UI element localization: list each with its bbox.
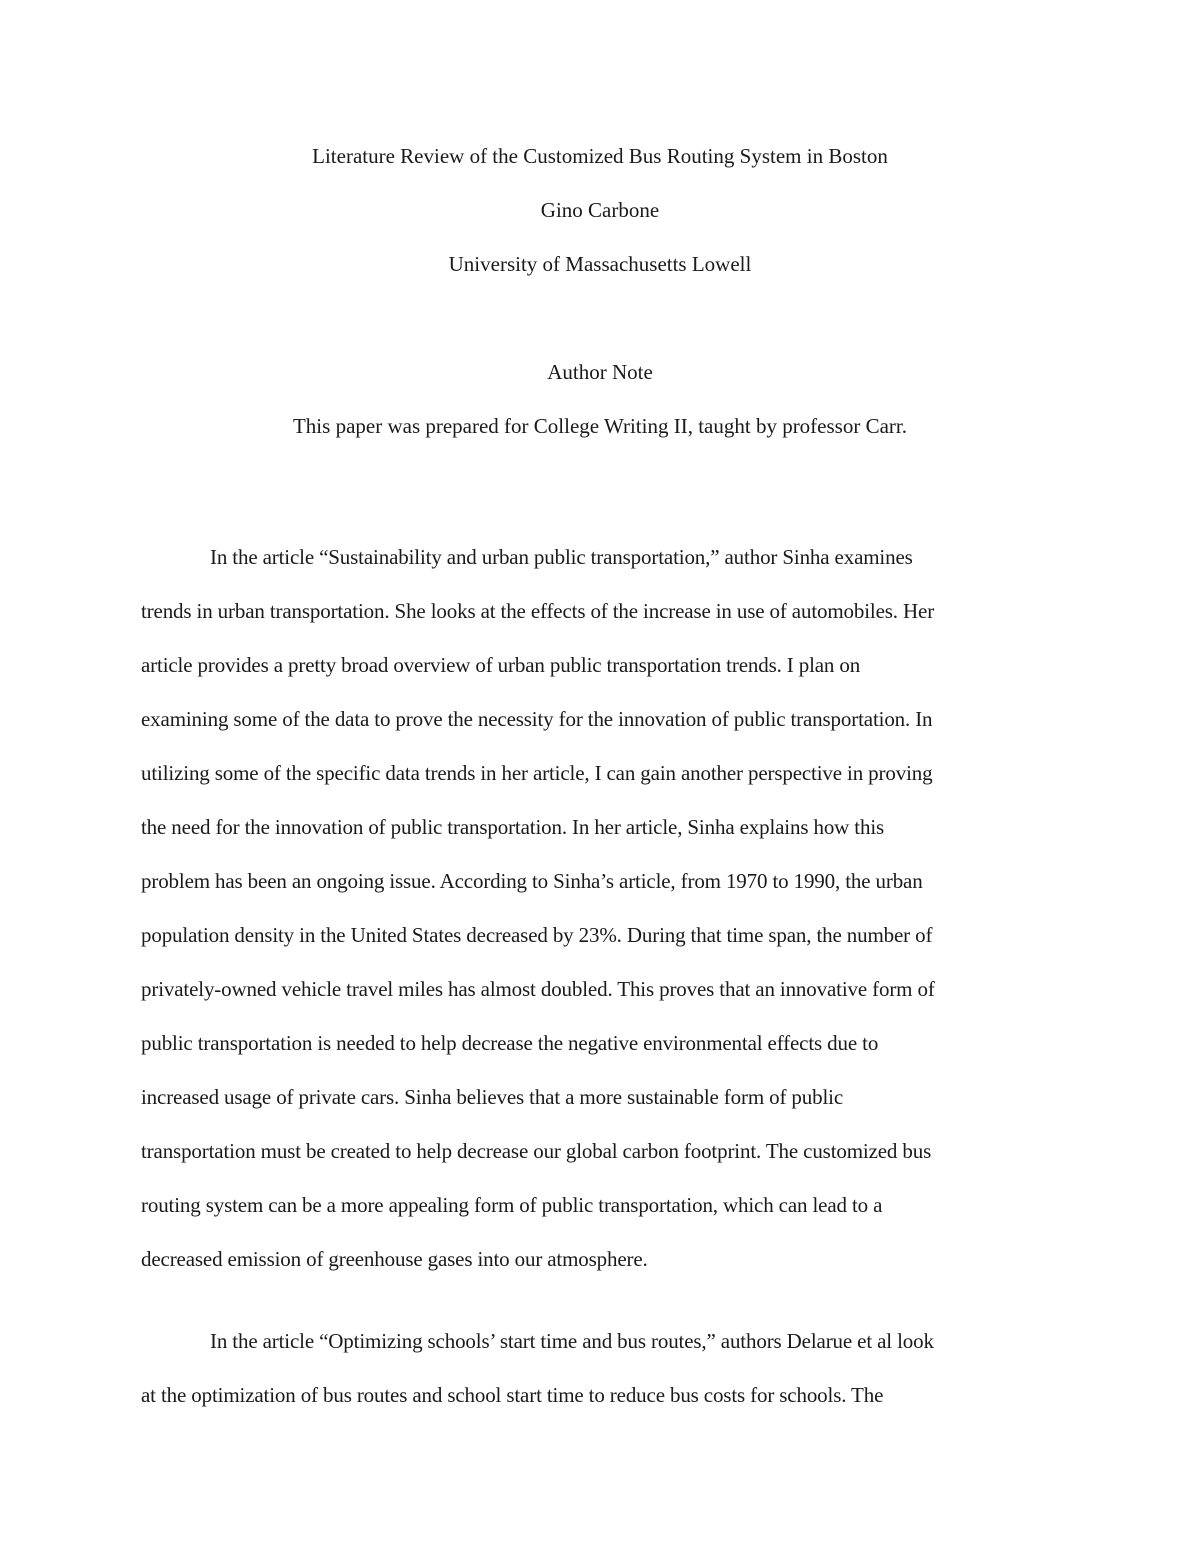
paragraph-line: increased usage of private cars. Sinha believes that a more sustainable form of public xyxy=(141,1085,844,1109)
paragraph-line: at the optimization of bus routes and school start time to reduce bus costs for schools. The xyxy=(141,1383,884,1407)
paragraph-line: transportation must be created to help decrease our global carbon footprint. The customized bus xyxy=(141,1139,932,1163)
paragraph-line: trends in urban transportation. She looks at the effects of the increase in use of automobiles. Her xyxy=(141,599,935,623)
author-note-text: This paper was prepared for College Writing II, taught by professor Carr. xyxy=(292,414,907,438)
body-paragraph-1 xyxy=(141,530,1061,1286)
paragraph-line: public transportation is needed to help decrease the negative environmental effects due to xyxy=(141,1031,879,1055)
paragraph-line: the need for the innovation of public transportation. In her article, Sinha explains how this xyxy=(141,815,885,839)
paragraph-line: article provides a pretty broad overview of urban public transportation trends. I plan on xyxy=(141,653,861,677)
paragraph-line: decreased emission of greenhouse gases into our atmosphere. xyxy=(141,1247,648,1271)
paper-title: Literature Review of the Customized Bus Routing System in Boston xyxy=(312,144,888,168)
institution: University of Massachusetts Lowell xyxy=(448,252,752,276)
paragraph-line: routing system can be a more appealing form of public transportation, which can lead to a xyxy=(141,1193,883,1217)
title-block xyxy=(0,129,1200,291)
paragraph-line: In the article “Sustainability and urban public transportation,” author Sinha examines xyxy=(210,545,913,569)
paragraph-line: privately-owned vehicle travel miles has almost doubled. This proves that an innovative form of xyxy=(141,977,935,1001)
author-note-heading: Author Note xyxy=(547,360,653,384)
paragraph-line: problem has been an ongoing issue. According to Sinha’s article, from 1970 to 1990, the urban xyxy=(141,869,923,893)
author-name: Gino Carbone xyxy=(540,198,660,222)
paragraph-line: population density in the United States decreased by 23%. During that time span, the number of xyxy=(141,923,933,947)
paragraph-line: In the article “Optimizing schools’ start time and bus routes,” authors Delarue et al look xyxy=(210,1329,934,1353)
author-note-block xyxy=(0,345,1200,453)
paragraph-line: utilizing some of the specific data trends in her article, I can gain another perspective in proving xyxy=(141,761,933,785)
paragraph-line: examining some of the data to prove the necessity for the innovation of public transportation. In xyxy=(141,707,933,731)
body-paragraph-2 xyxy=(141,1314,1061,1422)
